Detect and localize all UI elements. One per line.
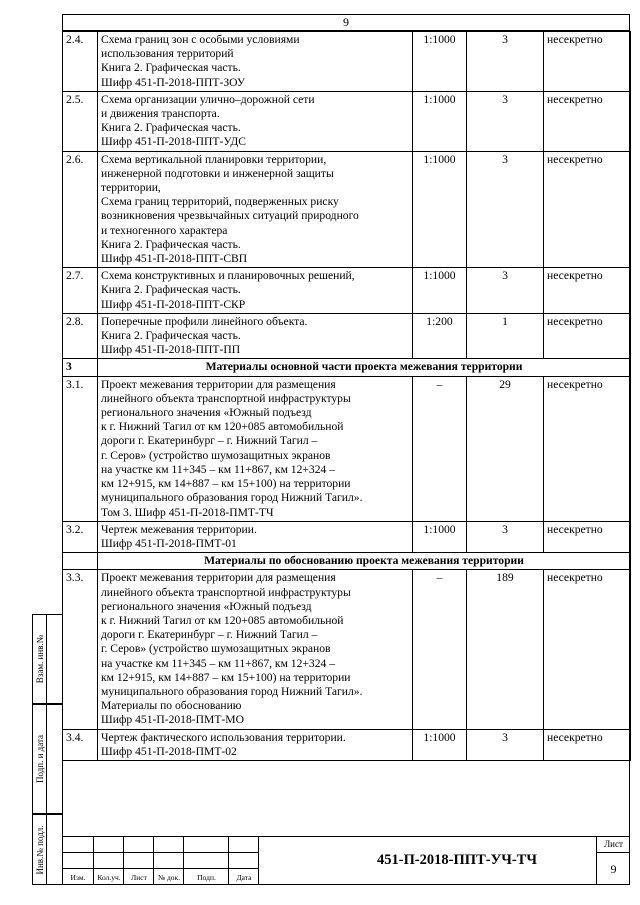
description-line: Книга 2. Графическая часть.: [101, 329, 241, 343]
side-label-inv: Инв.№ подл.: [34, 824, 45, 875]
description-line: Шифр 451-П-2018-ПМТ-01: [101, 536, 237, 550]
table-row: [63, 376, 631, 521]
description-line: Схема вертикальной планировки территории,: [101, 152, 327, 166]
row-description: [98, 376, 413, 521]
table-row: [63, 32, 631, 92]
row-scale: 1:1000: [413, 91, 467, 151]
description-line: использования территорий: [101, 47, 234, 61]
description-line: км 12+915, км 14+887 – км 15+100) на территории: [101, 670, 351, 684]
row-description: [98, 313, 413, 359]
row-description: [98, 151, 413, 268]
description-line: на участке км 11+345 – км 11+867, км 12+324 –: [101, 462, 336, 476]
row-number: 2.8.: [63, 313, 98, 359]
side-stamp-podp: [32, 704, 62, 814]
section-title: Материалы основной части проекта межевания территории: [98, 359, 631, 376]
description-line: территории,: [101, 181, 161, 195]
side-label-podp: Подп. и дата: [34, 734, 45, 784]
table-row: [63, 91, 631, 151]
table-row: [63, 268, 631, 314]
row-sheets: 3: [467, 151, 544, 268]
row-description: [98, 268, 413, 314]
description-line: Том 3. Шифр 451-П-2018-ПМТ-ТЧ: [101, 505, 274, 519]
description-line: Книга 2. Графическая часть.: [101, 121, 241, 135]
table-row: [63, 313, 631, 359]
row-sheets: 3: [467, 268, 544, 314]
row-scale: 1:1000: [413, 32, 467, 92]
row-sheets: 3: [467, 32, 544, 92]
side-stamp-vzam: [32, 614, 62, 704]
row-sheets: 189: [467, 570, 544, 729]
row-scale: 1:1000: [413, 729, 467, 760]
row-number: 3.3.: [63, 570, 98, 729]
description-line: Шифр 451-П-2018-ППТ-ПП: [101, 343, 241, 357]
description-line: г. Серов» (устройство шумозащитных экранов: [101, 642, 331, 656]
section-header-row: [63, 359, 631, 376]
section-title: Материалы по обоснованию проекта межевания территории: [98, 553, 631, 570]
side-label-vzam: Взам. инв.№: [34, 634, 45, 684]
description-line: Шифр 451-П-2018-ПМТ-МО: [101, 713, 244, 727]
description-line: инженерной подготовки и инженерной защиты: [101, 166, 334, 180]
row-secrecy: несекретно: [544, 151, 631, 268]
row-scale: –: [413, 570, 467, 729]
row-secrecy: несекретно: [544, 32, 631, 92]
row-sheets: 3: [467, 91, 544, 151]
description-line: Шифр 451-П-2018-ПМТ-02: [101, 744, 237, 758]
description-line: Шифр 451-П-2018-ППТ-УДС: [101, 135, 247, 149]
stamp-podp: Подп.: [197, 873, 216, 882]
description-line: к г. Нижний Тагил от км 120+085 автомобильной: [101, 420, 344, 434]
row-description: [98, 570, 413, 729]
document-code: 451-П-2018-ППТ-УЧ-ТЧ: [377, 852, 537, 868]
row-secrecy: несекретно: [544, 521, 631, 552]
description-line: Поперечные профили линейного объекта.: [101, 314, 308, 328]
description-line: Схема границ территорий, подверженных риску: [101, 195, 339, 209]
row-description: [98, 91, 413, 151]
row-scale: 1:1000: [413, 521, 467, 552]
row-secrecy: несекретно: [544, 729, 631, 760]
row-description: [98, 32, 413, 92]
description-line: и техногенного характера: [101, 223, 228, 237]
description-line: Книга 2. Графическая часть.: [101, 61, 241, 75]
row-secrecy: несекретно: [544, 91, 631, 151]
table-row: [63, 151, 631, 268]
description-line: Схема конструктивных и планировочных решений,: [101, 269, 355, 283]
table-row: [63, 570, 631, 729]
description-line: Схема организации улично–дорожной сети: [101, 92, 315, 106]
row-secrecy: несекретно: [544, 376, 631, 521]
row-number: 2.6.: [63, 151, 98, 268]
title-block: [62, 836, 630, 885]
row-sheets: 3: [467, 729, 544, 760]
description-line: Шифр 451-П-2018-ППТ-СВП: [101, 252, 248, 266]
section-header-row: [63, 553, 631, 570]
row-secrecy: несекретно: [544, 313, 631, 359]
row-number: 3.1.: [63, 376, 98, 521]
row-scale: –: [413, 376, 467, 521]
description-line: Шифр 451-П-2018-ППТ-СКР: [101, 297, 246, 311]
documents-table: [62, 31, 631, 761]
description-line: км 12+915, км 14+887 – км 15+100) на территории: [101, 477, 351, 491]
description-line: и движения транспорта.: [101, 107, 220, 121]
description-line: Книга 2. Графическая часть.: [101, 237, 241, 251]
row-number: 2.5.: [63, 91, 98, 151]
table-row: [63, 729, 631, 760]
description-line: муниципального образования город Нижний Тагил».: [101, 684, 363, 698]
description-line: возникновения чрезвычайных ситуаций природного: [101, 209, 359, 223]
description-line: Чертеж фактического использования территории.: [101, 730, 346, 744]
row-number: 2.4.: [63, 32, 98, 92]
sheet-label: Лист: [596, 836, 630, 853]
description-line: дороги г. Екатеринбург – г. Нижний Тагил –: [101, 628, 318, 642]
stamp-izm: Изм.: [70, 873, 86, 882]
stamp-ndok: № док.: [157, 873, 181, 882]
description-line: регионального значения «Южный подъезд: [101, 599, 312, 613]
row-sheets: 29: [467, 376, 544, 521]
row-scale: 1:200: [413, 313, 467, 359]
row-number: 2.7.: [63, 268, 98, 314]
description-line: дороги г. Екатеринбург – г. Нижний Тагил –: [101, 434, 318, 448]
description-line: Материалы по обоснованию: [101, 699, 242, 713]
description-line: линейного объекта транспортной инфраструктуры: [101, 585, 351, 599]
row-secrecy: несекретно: [544, 570, 631, 729]
row-sheets: 1: [467, 313, 544, 359]
description-line: регионального значения «Южный подъезд: [101, 406, 312, 420]
section-number: 3: [63, 359, 98, 376]
description-line: Чертеж межевания территории.: [101, 522, 257, 536]
description-line: Проект межевания территории для размещения: [101, 377, 336, 391]
description-line: на участке км 11+345 – км 11+867, км 12+324 –: [101, 656, 336, 670]
description-line: г. Серов» (устройство шумозащитных экранов: [101, 448, 331, 462]
stamp-list: Лист: [131, 873, 147, 882]
sheet-number: 9: [596, 853, 630, 885]
row-description: [98, 521, 413, 552]
row-number: 3.4.: [63, 729, 98, 760]
row-description: [98, 729, 413, 760]
row-secrecy: несекретно: [544, 268, 631, 314]
side-stamp-inv: [32, 814, 62, 885]
description-line: Проект межевания территории для размещения: [101, 571, 336, 585]
description-line: Книга 2. Графическая часть.: [101, 283, 241, 297]
description-line: Схема границ зон с особыми условиями: [101, 33, 300, 46]
table-row: [63, 521, 631, 552]
description-line: линейного объекта транспортной инфраструктуры: [101, 391, 351, 405]
section-number: [63, 553, 98, 570]
description-line: муниципального образования город Нижний Тагил».: [101, 491, 363, 505]
stamp-data: Дата: [236, 873, 252, 882]
row-number: 3.2.: [63, 521, 98, 552]
description-line: к г. Нижний Тагил от км 120+085 автомобильной: [101, 613, 344, 627]
stamp-koluch: Кол.уч.: [97, 873, 121, 882]
row-scale: 1:1000: [413, 151, 467, 268]
page-number: 9: [62, 14, 630, 31]
row-scale: 1:1000: [413, 268, 467, 314]
row-sheets: 3: [467, 521, 544, 552]
description-line: Шифр 451-П-2018-ППТ-ЗОУ: [101, 75, 246, 89]
